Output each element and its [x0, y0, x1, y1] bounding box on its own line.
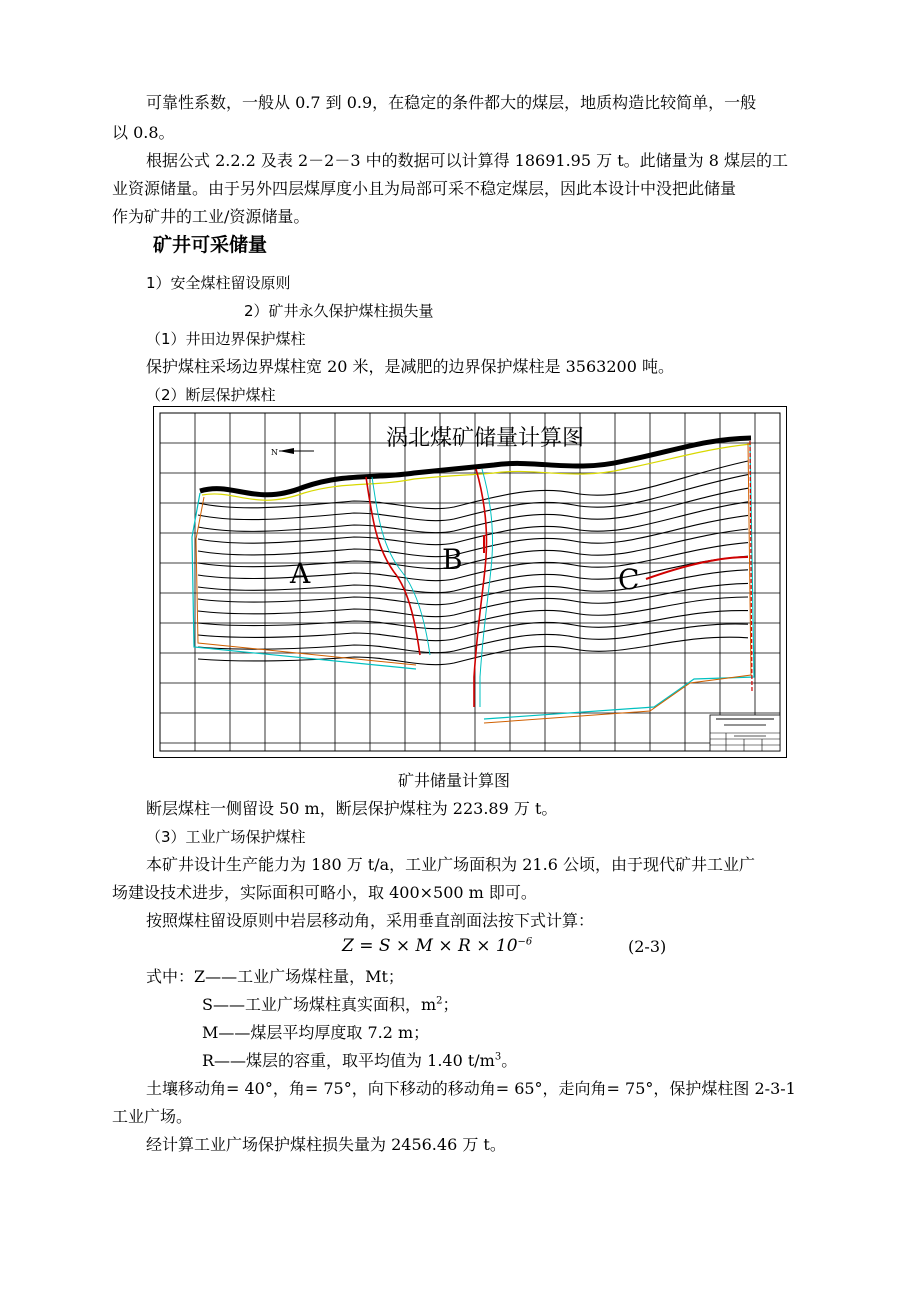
formula	[342, 936, 532, 956]
paragraph-4: 按照煤柱留设原则中岩层移动角，采用垂直剖面法按下式计算：	[146, 911, 595, 930]
sub-1-text: 保护煤柱采场边界煤柱宽 20 米，是减肥的边界保护煤柱是 3563200 吨。	[146, 357, 674, 376]
where-z: 式中：Z——工业广场煤柱量，Mt；	[146, 967, 404, 986]
paragraph-1-line-1: 可靠性系数，一般从 0.7 到 0.9，在稳定的条件都大的煤层，地质构造比较简单，一般	[146, 93, 757, 112]
sub-heading-1: （1）井田边界保护煤柱	[146, 330, 306, 348]
list-item-2: 2）矿井永久保护煤柱损失量	[244, 302, 434, 320]
block-c-label: C	[618, 563, 640, 596]
where-m: M——煤层平均厚度取 7.2 m；	[202, 1023, 430, 1042]
paragraph-2-line-2: 业资源储量。由于另外四层煤厚度小且为局部可采不稳定煤层，因此本设计中没把此储量	[112, 179, 737, 198]
paragraph-2-line-3: 作为矿井的工业/资源储量。	[112, 207, 310, 226]
map-title: 涡北煤矿储量计算图	[386, 426, 585, 451]
sub-heading-2: （2）断层保护煤柱	[146, 386, 276, 404]
formula-exponent: −6	[517, 936, 533, 948]
map-title-block	[710, 715, 780, 751]
contour-line	[198, 570, 748, 605]
block-b-label: B	[442, 543, 463, 576]
map-drawing	[154, 407, 786, 757]
map-grid	[160, 413, 780, 751]
figure-caption: 矿井储量计算图	[398, 771, 511, 790]
paragraph-3-line-2: 场建设技术进步，实际面积可略小，取 400×500 m 即可。	[112, 883, 537, 902]
map-frame	[160, 413, 780, 751]
sub-heading-3: （3）工业广场保护煤柱	[146, 828, 306, 846]
where-r	[202, 1050, 517, 1072]
block-a-label: A	[290, 557, 311, 590]
paragraph-5-line-2: 工业广场。	[112, 1107, 193, 1126]
paragraph-3-line-1: 本矿井设计生产能力为 180 万 t/a，工业广场面积为 21.6 公顷，由于现代矿井工业广	[146, 855, 755, 874]
contour-line	[198, 583, 748, 616]
where-r-end: 。	[501, 1051, 518, 1070]
north-arrow-icon	[279, 448, 294, 454]
paragraph-5-line-1: 土壤移动角= 40°，角= 75°，向下移动的移动角= 65°，走向角= 75°，保护煤柱图 2-3-1	[146, 1079, 796, 1098]
where-s-sup: 2	[436, 995, 443, 1007]
where-s	[202, 994, 459, 1016]
fault-2-cyan-line	[480, 469, 493, 707]
where-s-text: S——工业广场煤柱真实面积，m	[202, 995, 437, 1014]
contour-line	[198, 543, 748, 581]
formula-body: Z = S × M × R × 10	[342, 936, 518, 956]
fault-pillar-text: 断层煤柱一侧留设 50 m，断层保护煤柱为 223.89 万 t。	[146, 799, 558, 818]
contour-line	[198, 515, 748, 556]
paragraph-1-line-2: 以 0.8。	[112, 123, 175, 142]
paragraph-2-line-1: 根据公式 2.2.2 及表 2－2－3 中的数据可以计算得 18691.95 万 t。此储量为 8 煤层的工	[146, 151, 788, 170]
where-s-end: ；	[442, 995, 459, 1014]
where-r-sup: 3	[494, 1051, 502, 1063]
reserve-calculation-map	[153, 406, 787, 758]
section-heading: 矿井可采储量	[153, 234, 268, 256]
paragraph-6: 经计算工业广场保护煤柱损失量为 2456.46 万 t。	[146, 1135, 506, 1154]
formula-number: (2-3)	[628, 937, 667, 956]
where-r-text: R——煤层的容重，取平均值为 1.40 t/m	[202, 1051, 495, 1070]
contour-line	[198, 624, 748, 653]
contour-line	[198, 475, 748, 521]
list-item-1: 1）安全煤柱留设原则	[146, 274, 291, 292]
north-label: N	[271, 448, 278, 457]
